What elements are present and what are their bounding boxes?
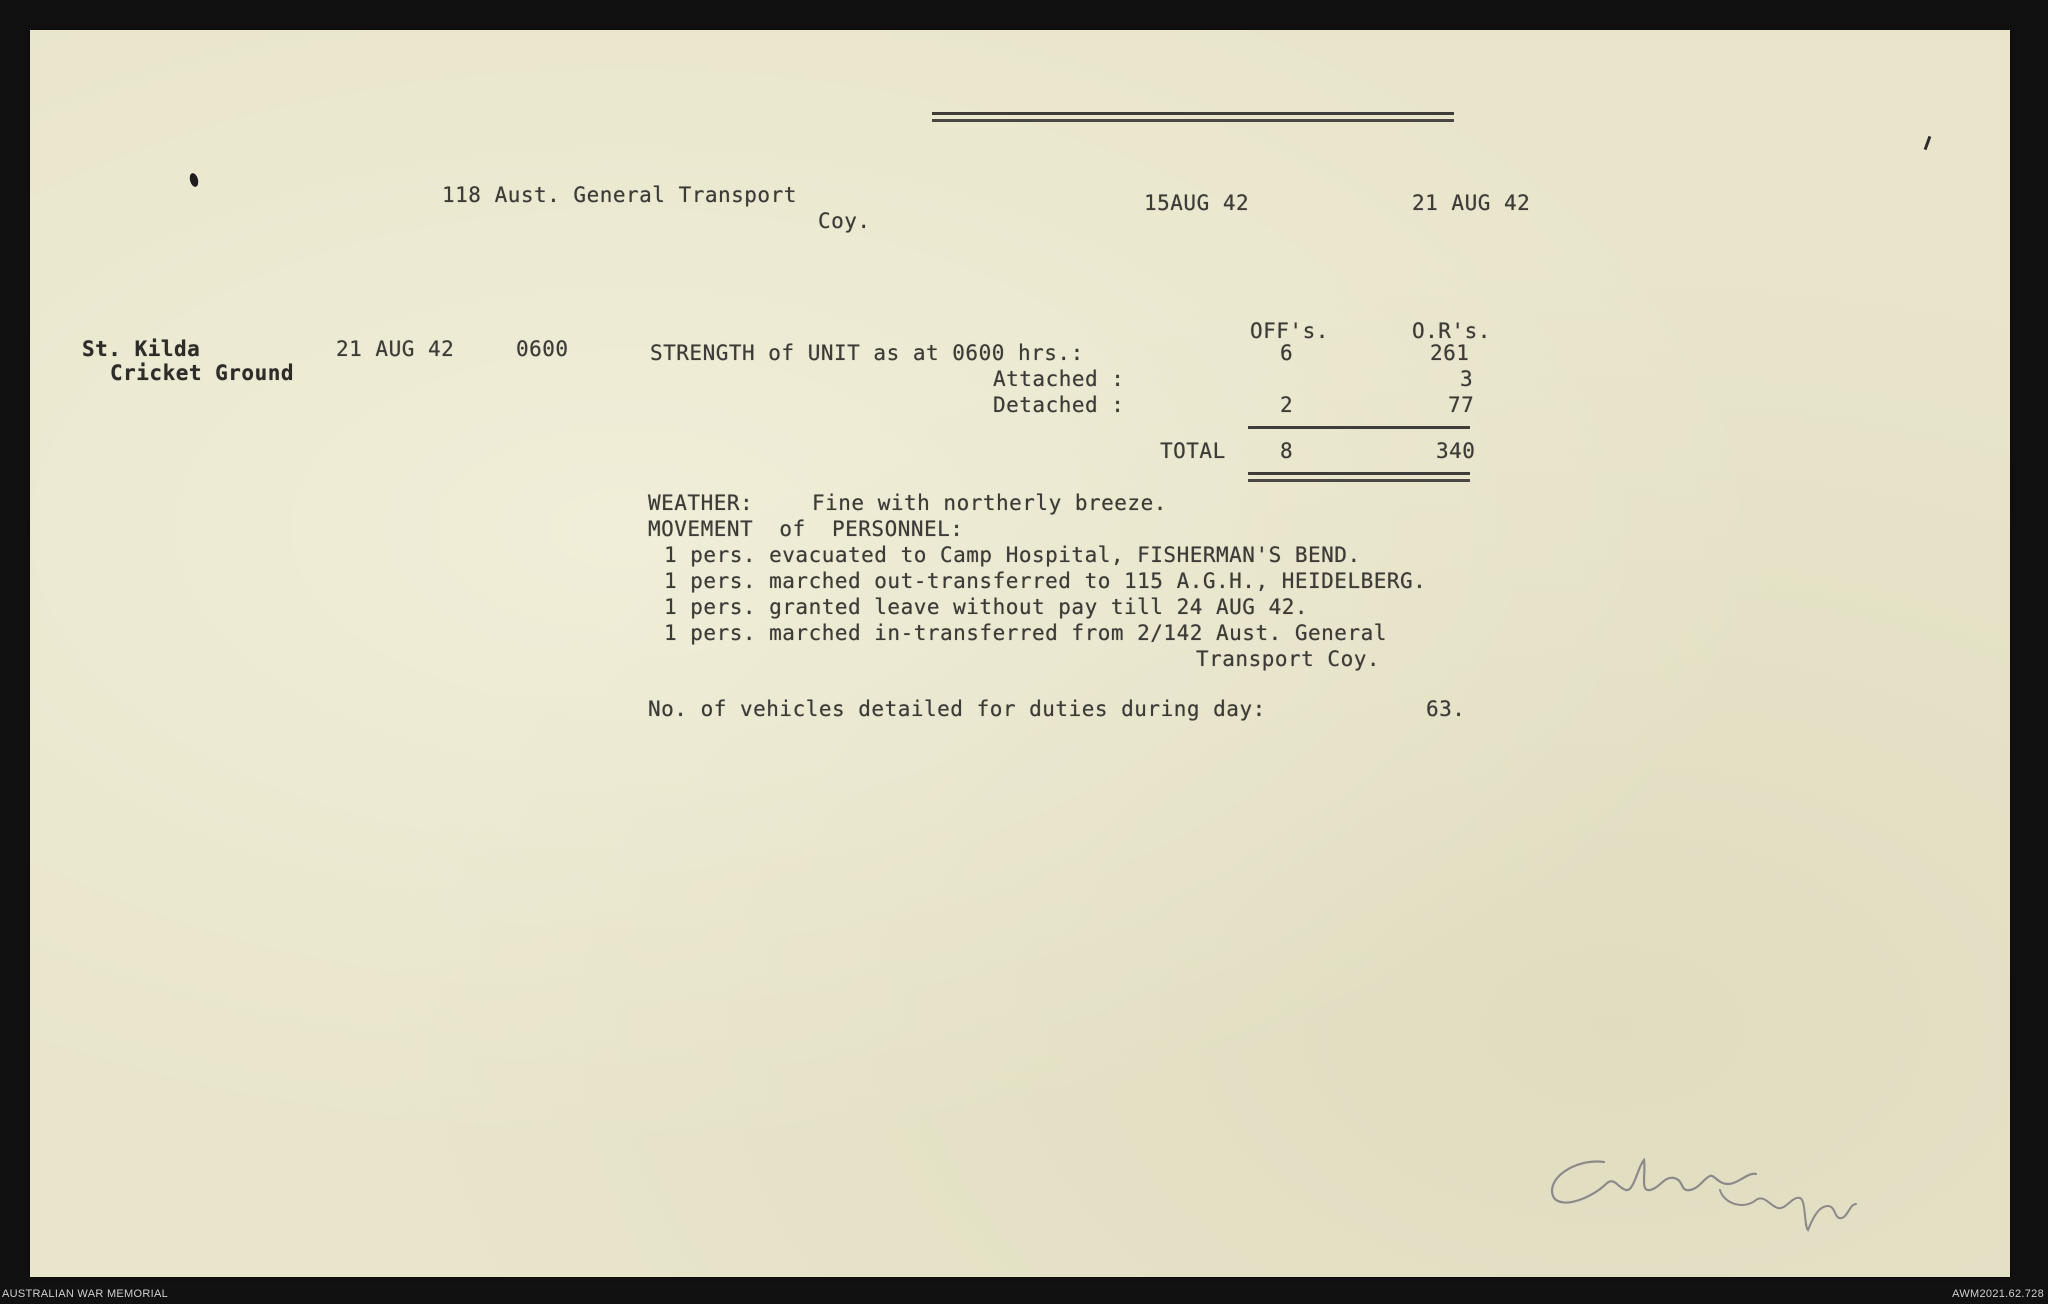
detached-row-label: Detached :	[993, 393, 1125, 417]
war-diary-page	[30, 30, 2010, 1277]
total-ors: 340	[1436, 439, 1476, 463]
strength-row-ors: 261	[1430, 341, 1470, 365]
place-line2: Cricket Ground	[110, 361, 295, 385]
pencil-tick-mark	[1924, 136, 1932, 150]
punch-hole-mark	[188, 172, 199, 188]
unit-name-line2: Coy.	[818, 209, 871, 233]
ors-column-header: O.R's.	[1412, 319, 1491, 343]
vehicles-label: No. of vehicles detailed for duties during day:	[648, 697, 1266, 721]
detached-row-ors: 77	[1448, 393, 1475, 417]
movement-heading: MOVEMENT of PERSONNEL:	[648, 517, 964, 541]
handwritten-signature	[1534, 1140, 1904, 1240]
detached-row-offrs: 2	[1280, 393, 1294, 417]
total-label: TOTAL	[1160, 439, 1226, 463]
movement-item: 1 pers. marched out-transferred to 115 A.G.H., HEIDELBERG.	[664, 569, 1427, 593]
weather-label: WEATHER:	[648, 491, 754, 515]
vehicles-count: 63.	[1426, 697, 1466, 721]
movement-item-continuation: Transport Coy.	[1196, 647, 1381, 671]
header-rule	[932, 112, 1454, 122]
offrs-column-header: OFF's.	[1250, 319, 1329, 343]
weather-value: Fine with northerly breeze.	[812, 491, 1167, 515]
movement-item: 1 pers. granted leave without pay till 24 AUG 42.	[664, 595, 1309, 619]
attached-row-ors: 3	[1460, 367, 1474, 391]
attached-row-label: Attached :	[993, 367, 1125, 391]
movement-item: 1 pers. marched in-transferred from 2/142 Aust. General	[664, 621, 1387, 645]
footer-archive-name: AUSTRALIAN WAR MEMORIAL	[2, 1288, 169, 1300]
entry-time: 0600	[516, 337, 569, 361]
total-offrs: 8	[1280, 439, 1294, 463]
total-double-rule	[1248, 472, 1470, 482]
footer-reference-number: AWM2021.62.728	[1952, 1288, 2044, 1300]
period-to-date: 21 AUG 42	[1412, 191, 1531, 215]
place-line1: St. Kilda	[82, 337, 201, 361]
strength-row-offrs: 6	[1280, 341, 1294, 365]
period-from-date: 15AUG 42	[1144, 191, 1250, 215]
subtotal-rule	[1248, 426, 1470, 429]
unit-name-line1: 118 Aust. General Transport	[442, 183, 797, 207]
entry-date: 21 AUG 42	[336, 337, 455, 361]
strength-row-label: STRENGTH of UNIT as at 0600 hrs.:	[650, 341, 1084, 365]
movement-item: 1 pers. evacuated to Camp Hospital, FISHERMAN'S BEND.	[664, 543, 1361, 567]
